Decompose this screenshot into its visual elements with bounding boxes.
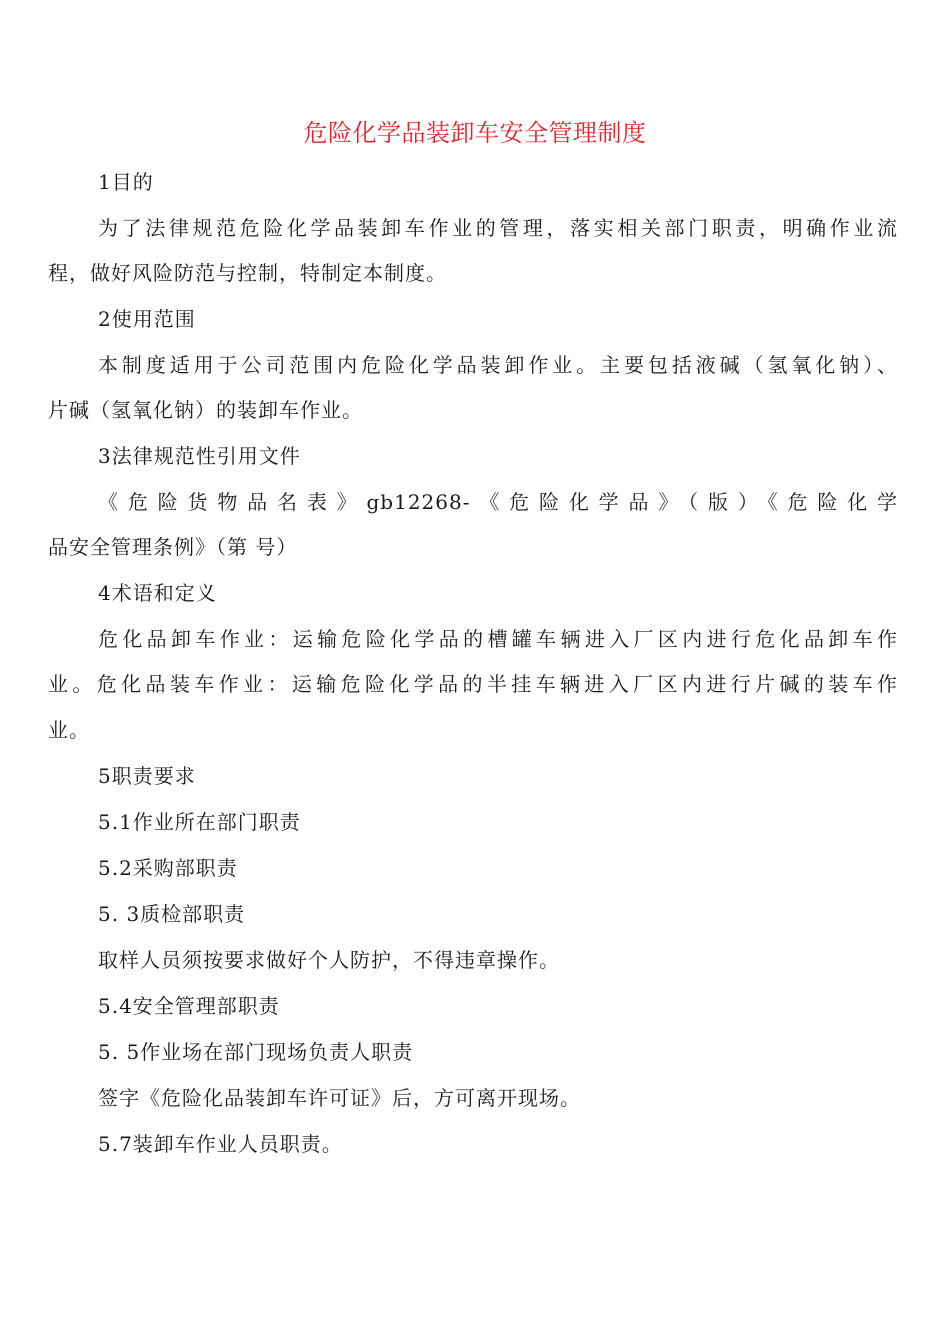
subsection-heading: 5.4安全管理部职责 <box>98 994 280 1018</box>
paragraph-line: 签字《危险化品装卸车许可证》后，方可离开现场。 <box>98 1086 581 1110</box>
paragraph-line: 业。危化品装车作业：运输危险化学品的半挂车辆进入厂区内进行片碱的装车作 <box>48 672 898 696</box>
section-heading-responsibilities: 5职责要求 <box>98 764 196 788</box>
section-heading-references: 3法律规范性引用文件 <box>98 444 301 468</box>
subsection-heading: 5.1作业所在部门职责 <box>98 810 301 834</box>
subsection-heading: 5.2采购部职责 <box>98 856 238 880</box>
paragraph-line: 片碱（氢氧化钠）的装卸车作业。 <box>48 398 363 422</box>
paragraph-line: 取样人员须按要求做好个人防护，不得违章操作。 <box>98 948 560 972</box>
paragraph-line: 为了法律规范危险化学品装卸车作业的管理，落实相关部门职责，明确作业流 <box>98 216 898 240</box>
paragraph-line: 程，做好风险防范与控制，特制定本制度。 <box>48 261 447 285</box>
subsection-heading: 5.7装卸车作业人员职责。 <box>98 1132 343 1156</box>
paragraph-line: 《危险货物品名表》gb12268-《危险化学品》（版）《危险化学 <box>98 490 898 514</box>
subsection-heading: 5. 3质检部职责 <box>98 902 246 926</box>
subsection-heading: 5. 5作业场在部门现场负责人职责 <box>98 1040 414 1064</box>
paragraph-line: 品安全管理条例》（第 号） <box>48 535 298 559</box>
document-title: 危险化学品装卸车安全管理制度 <box>303 119 647 147</box>
paragraph-line: 危化品卸车作业：运输危险化学品的槽罐车辆进入厂区内进行危化品卸车作 <box>98 627 898 651</box>
section-heading-purpose: 1目的 <box>98 170 154 194</box>
section-heading-scope: 2使用范围 <box>98 307 196 331</box>
paragraph-line: 本制度适用于公司范围内危险化学品装卸作业。主要包括液碱（氢氧化钠）、 <box>98 353 898 377</box>
paragraph-line: 业。 <box>48 718 90 742</box>
section-heading-terms: 4术语和定义 <box>98 581 217 605</box>
